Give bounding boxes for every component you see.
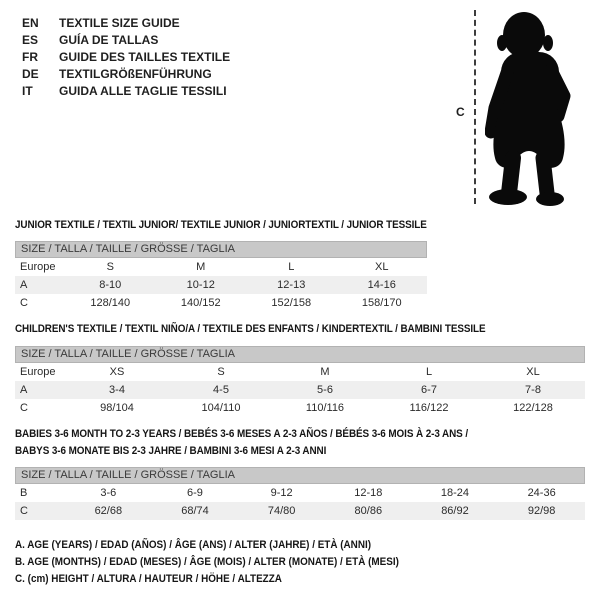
table-cell: XL <box>375 261 389 273</box>
table-cell: 68/74 <box>181 505 209 517</box>
table-row <box>15 294 427 312</box>
table-cell: 104/110 <box>201 402 241 414</box>
table-cell: 12-18 <box>354 487 383 499</box>
table-cell: 6-9 <box>187 487 203 499</box>
table-cell: 122/128 <box>513 402 553 414</box>
language-label: GUÍA DE TALLAS <box>59 33 159 47</box>
table-cell: 80/86 <box>354 505 383 517</box>
language-code: IT <box>22 84 33 98</box>
table-row <box>15 276 427 294</box>
table-row <box>15 502 585 520</box>
table-cell: 86/92 <box>441 505 469 517</box>
table-cell: C <box>20 505 28 517</box>
table-cell: 140/152 <box>180 297 221 309</box>
table-cell: L <box>425 366 433 378</box>
table-cell: 116/122 <box>409 402 449 414</box>
children-table-title: CHILDREN'S TEXTILE / TEXTIL NIÑO/A / TEXTILE DES ENFANTS / KINDERTEXTIL / BAMBINI TESSILE <box>15 323 486 335</box>
language-row-it <box>22 83 230 100</box>
table-cell: 128/140 <box>90 297 131 309</box>
language-label: TEXTILE SIZE GUIDE <box>59 16 180 30</box>
table-cell: 4-5 <box>213 384 229 396</box>
language-row-es <box>22 32 230 49</box>
table-cell: 10-12 <box>186 279 215 291</box>
table-cell: 74/80 <box>267 505 296 517</box>
table-row <box>15 399 585 417</box>
table-cell: Europe <box>20 261 56 273</box>
babies-table-title <box>15 426 468 460</box>
measurement-legend <box>15 537 442 588</box>
table-cell: C <box>20 297 28 309</box>
table-cell: A <box>20 384 28 396</box>
language-list <box>22 15 230 100</box>
table-cell: M <box>196 261 206 273</box>
table-row <box>15 381 585 399</box>
table-cell: 158/170 <box>361 297 402 309</box>
junior-size-header-bar: SIZE / TALLA / TAILLE / GRÖSSE / TAGLIA <box>15 241 427 258</box>
language-label: TEXTILGRÖßENFÜHRUNG <box>59 67 212 81</box>
language-code: ES <box>22 33 39 47</box>
table-cell: B <box>20 487 28 499</box>
children-size-header-bar: SIZE / TALLA / TAILLE / GRÖSSE / TAGLIA <box>15 346 585 363</box>
children-size-table <box>15 363 585 417</box>
table-cell: 18-24 <box>440 487 470 499</box>
table-cell: 98/104 <box>100 402 134 414</box>
table-cell: 6-7 <box>421 384 437 396</box>
table-row <box>15 363 585 381</box>
table-cell: Europe <box>20 366 56 378</box>
table-cell: 5-6 <box>317 384 333 396</box>
table-cell: 110/116 <box>305 402 345 414</box>
language-row-en <box>22 15 230 32</box>
table-cell: 92/98 <box>527 505 556 517</box>
language-label: GUIDA ALLE TAGLIE TESSILI <box>59 84 227 98</box>
baby-silhouette-icon <box>485 8 591 208</box>
table-cell: 8-10 <box>99 279 122 291</box>
table-cell: A <box>20 279 28 291</box>
table-cell: 62/68 <box>94 505 123 517</box>
table-row <box>15 258 427 276</box>
legend-line-a: A. AGE (YEARS) / EDAD (AÑOS) / ÂGE (ANS) / ALTER (JAHRE) / ETÀ (ANNI) <box>15 539 372 551</box>
height-marker-label: C <box>456 105 465 119</box>
language-code: EN <box>22 16 39 30</box>
table-cell: XS <box>109 366 125 378</box>
table-cell: 7-8 <box>525 384 541 396</box>
legend-line-c: C. (cm) HEIGHT / ALTURA / HAUTEUR / HÖHE / ALTEZZA <box>15 573 282 585</box>
babies-table-title-line1: BABIES 3-6 MONTH TO 2-3 YEARS / BEBÉS 3-6 MESES A 2-3 AÑOS / BÉBÉS 3-6 MOIS À 2-3 ANS / <box>15 428 468 440</box>
height-dashed-line <box>474 10 476 204</box>
table-cell: 152/158 <box>271 297 312 309</box>
table-cell: 9-12 <box>270 487 293 499</box>
table-cell: 3-4 <box>109 384 125 396</box>
language-row-fr <box>22 49 230 66</box>
language-code: DE <box>22 67 39 81</box>
legend-line-b: B. AGE (MONTHS) / EDAD (MESES) / ÂGE (MOIS) / ALTER (MONATE) / ETÀ (MESI) <box>15 556 399 568</box>
table-cell: 24-36 <box>527 487 556 499</box>
table-cell: C <box>20 402 28 414</box>
table-cell: L <box>288 261 295 273</box>
language-label: GUIDE DES TAILLES TEXTILE <box>59 50 231 64</box>
junior-size-table <box>15 258 427 312</box>
junior-table-title: JUNIOR TEXTILE / TEXTIL JUNIOR/ TEXTILE JUNIOR / JUNIORTEXTIL / JUNIOR TESSILE <box>15 219 427 231</box>
language-row-de <box>22 66 230 83</box>
table-cell: 3-6 <box>100 487 117 499</box>
babies-size-header-bar: SIZE / TALLA / TAILLE / GRÖSSE / TAGLIA <box>15 467 585 484</box>
babies-table-title-line2: BABYS 3-6 MONATE BIS 2-3 JAHRE / BAMBINI 3-6 MESI A 2-3 ANNI <box>15 445 327 457</box>
table-cell: 12-13 <box>277 279 306 291</box>
language-code: FR <box>22 50 38 64</box>
babies-size-table <box>15 484 585 520</box>
table-cell: 14-16 <box>367 279 396 291</box>
table-row <box>15 484 585 502</box>
table-cell: M <box>320 366 330 378</box>
table-cell: XL <box>526 366 540 378</box>
table-cell: S <box>217 366 225 378</box>
table-cell: S <box>106 261 114 273</box>
